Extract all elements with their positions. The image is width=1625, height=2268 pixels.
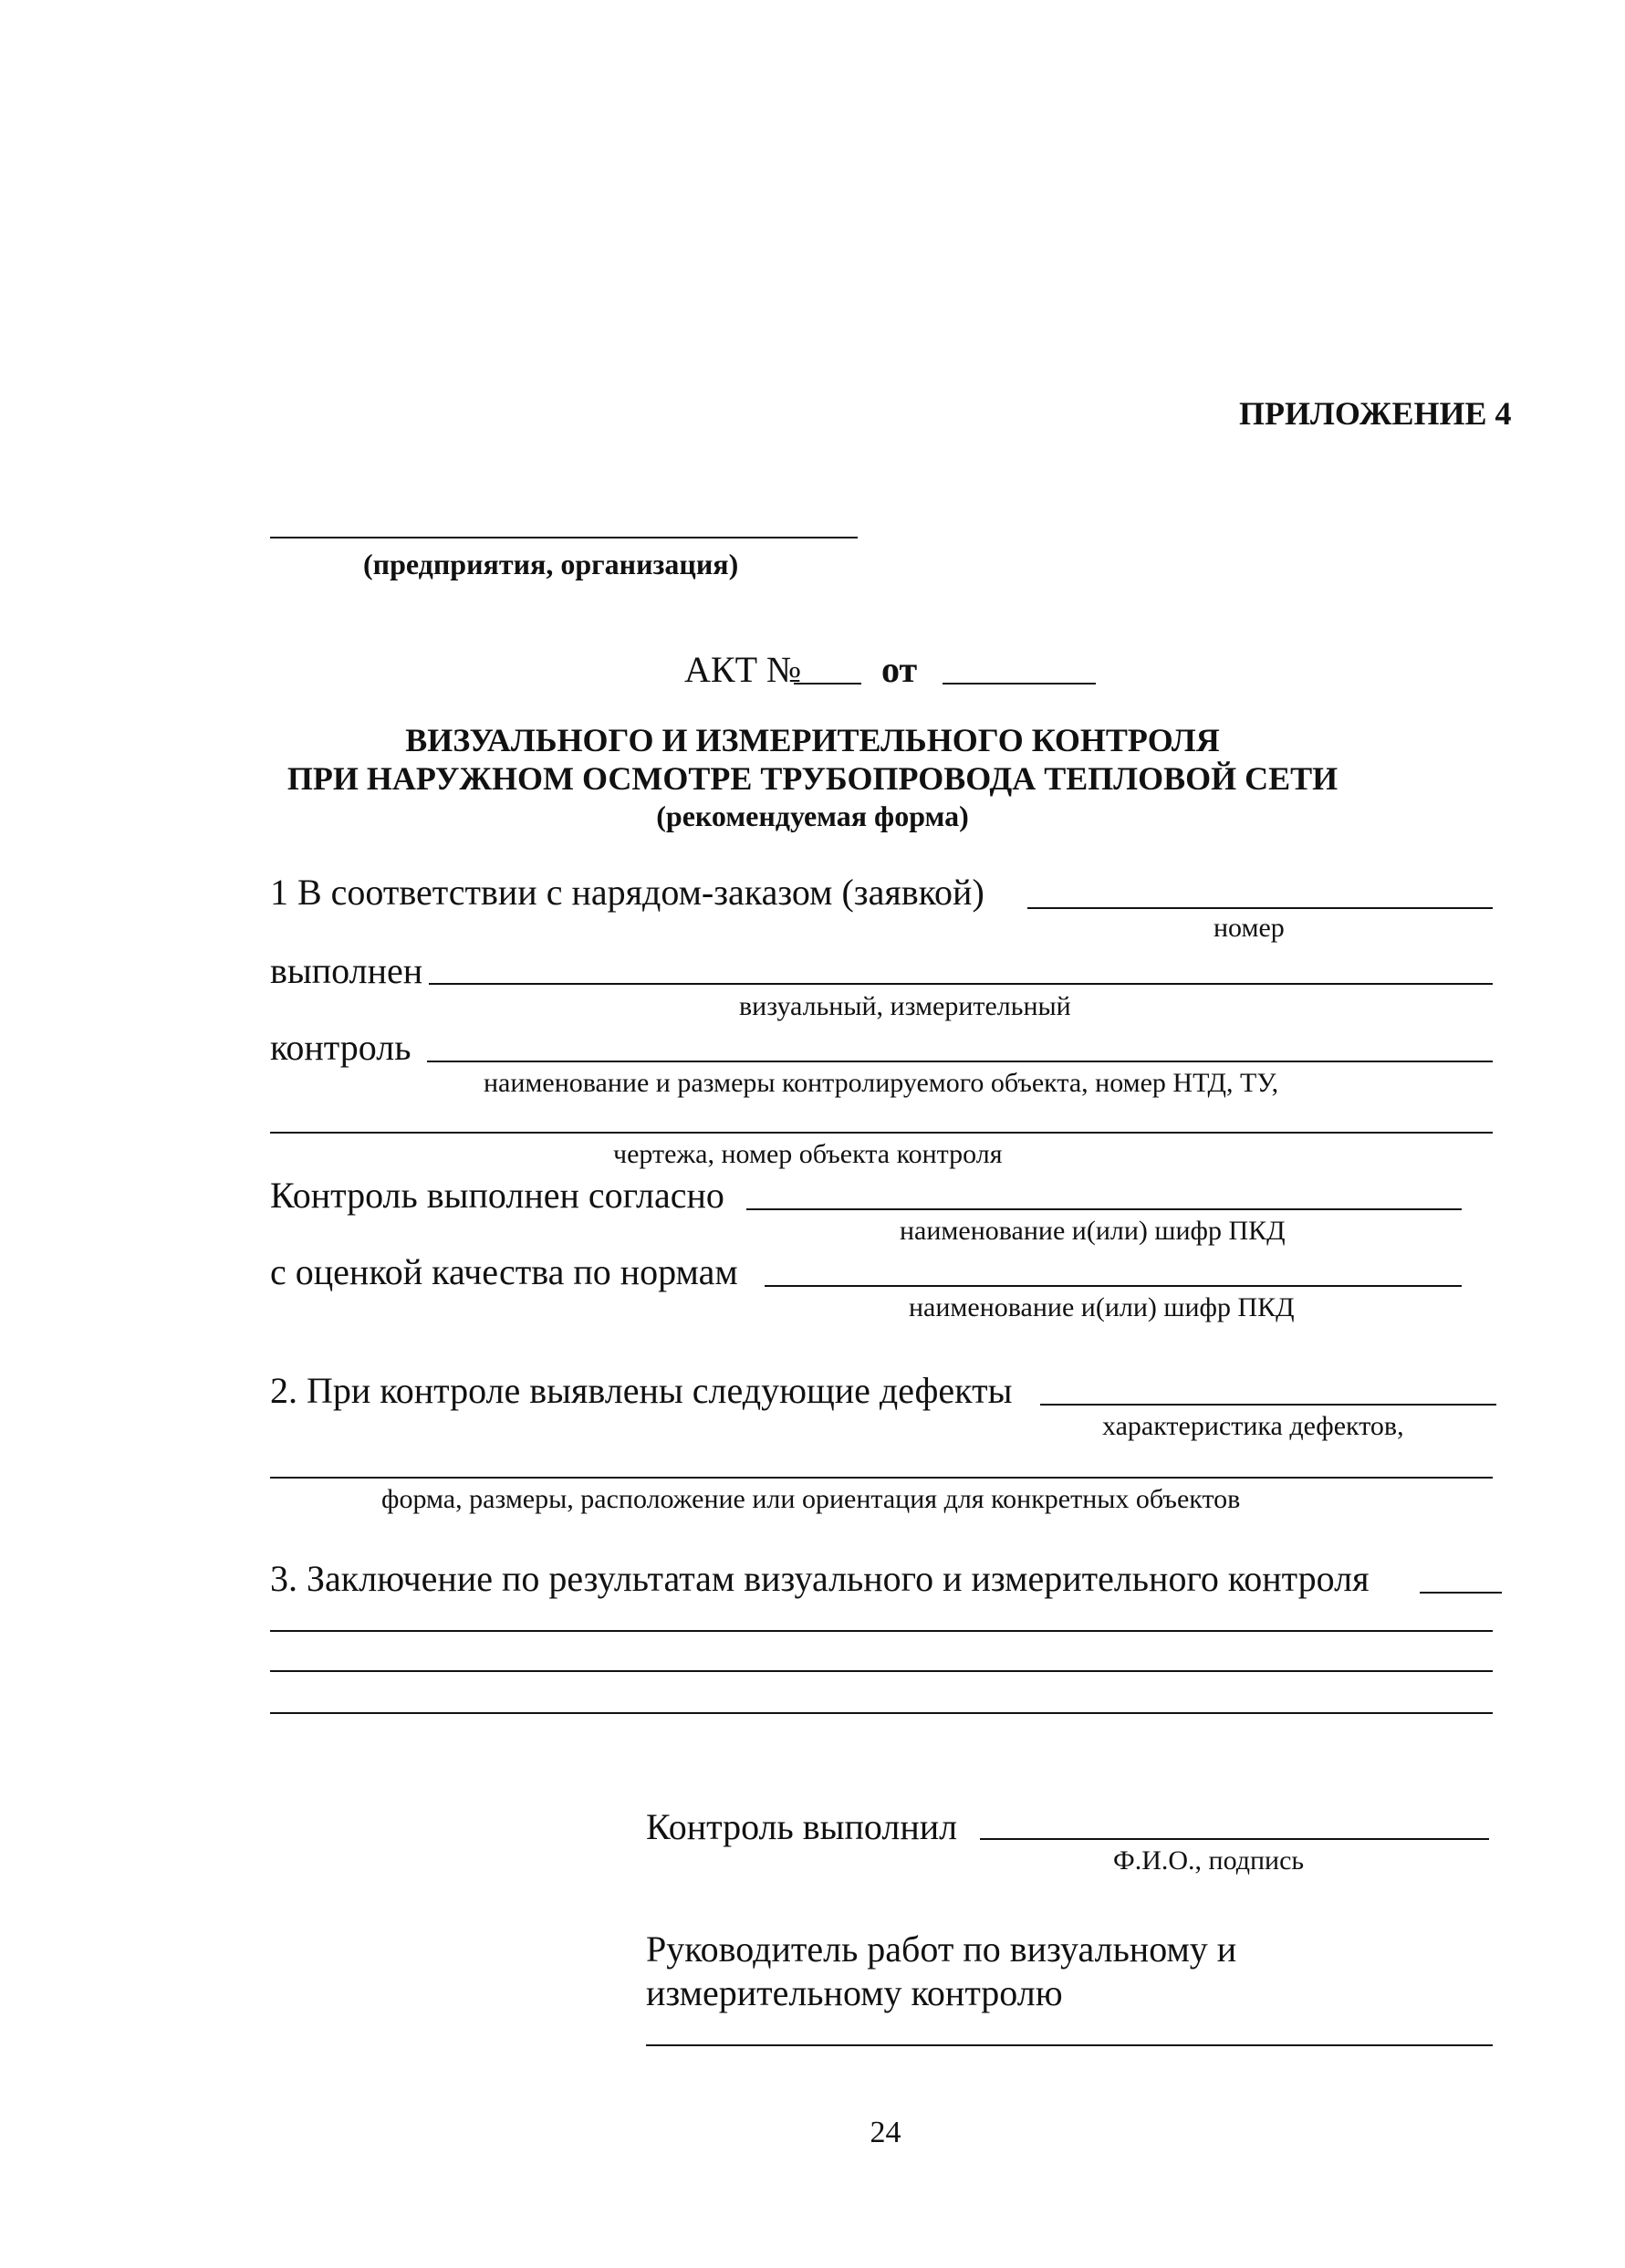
act-subtitle: (рекомендуемая форма) <box>656 800 969 832</box>
org-caption: (предприятия, организация) <box>363 548 739 580</box>
act-from: от <box>881 649 918 690</box>
according-label: Контроль выполнен согласно <box>270 1175 724 1216</box>
appendix-title: ПРИЛОЖЕНИЕ 4 <box>1239 395 1512 432</box>
according-hint: наименование и(или) шифр ПКД <box>900 1216 1286 1246</box>
quality-hint: наименование и(или) шифр ПКД <box>909 1292 1295 1322</box>
performer-label: Контроль выполнил <box>646 1806 958 1847</box>
defects-label: 2. При контроле выявлены следующие дефекты <box>270 1370 1013 1411</box>
act-title-line2: ПРИ НАРУЖНОМ ОСМОТРЕ ТРУБОПРОВОДА ТЕПЛОВОЙ СЕТИ <box>286 760 1339 797</box>
control-hint2: чертежа, номер объекта контроля <box>613 1139 1003 1169</box>
conclusion-line3 <box>270 1712 1493 1714</box>
head-label-line2: измерительному контролю <box>646 1972 1063 2013</box>
quality-line <box>765 1285 1462 1287</box>
according-line <box>746 1208 1462 1210</box>
act-date-line <box>943 683 1096 685</box>
conclusion-line2 <box>270 1670 1493 1672</box>
done-label: выполнен <box>270 950 423 991</box>
act-number-line <box>794 683 861 685</box>
defects-line <box>1040 1404 1496 1406</box>
performer-hint: Ф.И.О., подпись <box>1113 1845 1305 1876</box>
head-label-line1: Руководитель работ по визуальному и <box>646 1928 1237 1970</box>
control-line2 <box>270 1132 1493 1134</box>
conclusion-line1 <box>270 1630 1493 1632</box>
defects-hint1: характеристика дефектов, <box>1102 1411 1404 1441</box>
defects-line2 <box>270 1477 1493 1479</box>
order-hint: номер <box>1214 913 1285 943</box>
org-name-line <box>270 537 858 538</box>
act-prefix: АКТ № <box>684 649 802 690</box>
conclusion-line0 <box>1420 1592 1502 1594</box>
control-hint1: наименование и размеры контролируемого объекта, номер НТД, ТУ, <box>484 1068 1279 1098</box>
page-number: 24 <box>870 2116 901 2149</box>
performer-signature-line <box>980 1838 1489 1840</box>
control-label: контроль <box>270 1027 411 1068</box>
act-title-line1: ВИЗУАЛЬНОГО И ИЗМЕРИТЕЛЬНОГО КОНТРОЛЯ <box>405 722 1220 758</box>
order-label: 1 В соответствии с нарядом-заказом (заявкой) <box>270 872 984 913</box>
done-line <box>429 983 1493 985</box>
defects-hint2: форма, размеры, расположение или ориентация для конкретных объектов <box>381 1484 1241 1514</box>
order-number-line <box>1027 907 1493 909</box>
control-line <box>427 1061 1493 1062</box>
quality-label: с оценкой качества по нормам <box>270 1251 738 1292</box>
head-signature-line <box>646 2044 1493 2046</box>
done-hint: визуальный, измерительный <box>739 991 1071 1021</box>
conclusion-label: 3. Заключение по результатам визуального и измерительного контроля <box>270 1558 1370 1599</box>
